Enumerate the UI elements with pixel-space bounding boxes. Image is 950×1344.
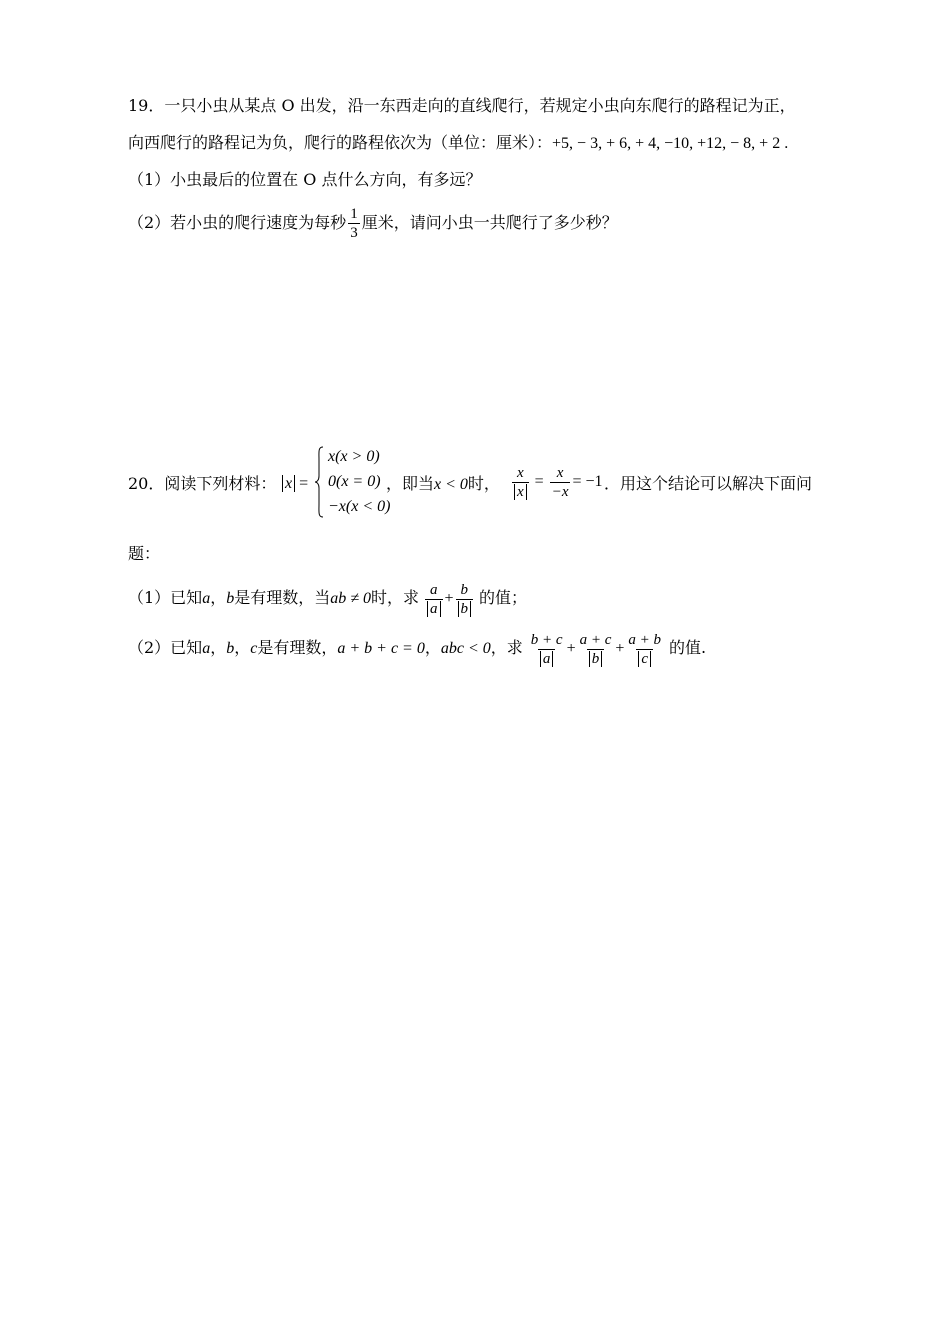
var-b2: b xyxy=(226,640,235,657)
q20-part1-mid2: 时，求 xyxy=(371,588,420,607)
case-negative: −x(x < 0) xyxy=(328,498,391,515)
q19-line2 xyxy=(128,133,788,154)
q20-part2-cond1: a + b + c = 0 xyxy=(337,640,425,657)
frac2-den: −x xyxy=(551,483,569,500)
left-brace-icon xyxy=(314,446,324,518)
frac1-den xyxy=(512,482,529,501)
q20-part2-cond2: abc < 0 xyxy=(440,640,491,657)
q19-distances: +5, − 3, + 6, + 4, −10, +12, − 8, + 2 . xyxy=(552,135,789,152)
case-positive: x(x > 0) xyxy=(328,448,380,465)
q20-part1-mid: 是有理数，当 xyxy=(234,588,331,607)
q20-tail: ．用这个结论可以解决下面问 xyxy=(604,474,813,493)
q20-part2-mid: 是有理数， xyxy=(257,638,338,657)
q20-part2: （2）已知a，b，c是有理数，a + b + c = 0，abc < 0，求 $\frac{b + c}{a}$ + $\frac{a + c}{b}$ + $\frac{a + b}{c}$ 的值. xyxy=(128,631,707,667)
q20-condition: x < 0 xyxy=(434,476,468,493)
q19-part2 xyxy=(128,205,618,242)
q20-part2-mid2: ，求 xyxy=(490,638,523,657)
frac-b-over-abs-b: $\frac{b}{b}$ xyxy=(456,581,474,618)
q19-frac-den: 3 xyxy=(350,225,358,241)
frac-bc-over-abs-a: $\frac{b + c}{a}$ xyxy=(530,631,563,667)
q20-part1-cond: ab ≠ 0 xyxy=(330,590,371,607)
q19-line2-text: 向西爬行的路程记为负，爬行的路程依次为（单位：厘米）： xyxy=(128,133,553,152)
q20-part1-prefix: （1）已知 xyxy=(128,588,203,607)
q20-part1: （1）已知a，b是有理数，当ab ≠ 0时，求 $\frac{a}{a}$ + $\frac{b}{b}$ 的值； xyxy=(128,581,528,617)
frac-x-over-neg-x xyxy=(550,464,571,501)
q20-result: = −1 xyxy=(572,473,603,490)
var-b: b xyxy=(226,590,235,607)
frac-x-over-abs-x xyxy=(512,464,529,501)
q20-abs-x: x = xyxy=(282,474,308,494)
frac2-num: x xyxy=(556,464,564,481)
q19-part2-suffix: 厘米，请问小虫一共爬行了多少秒？ xyxy=(361,213,618,232)
q20-middle xyxy=(386,474,500,495)
var-a: a xyxy=(202,590,211,607)
frac-ab-over-abs-c: $\frac{a + b}{c}$ xyxy=(628,631,662,667)
q20-mid-text2: 时， xyxy=(467,474,500,493)
var-a2: a xyxy=(202,640,211,657)
q19-frac-num: 1 xyxy=(350,206,358,222)
q20-mid-text1: ，即当 xyxy=(386,474,435,493)
abs-x: x xyxy=(282,475,295,492)
q19-part1: （1）小虫最后的位置在 O 点什么方向，有多远？ xyxy=(128,170,482,189)
q19-part2-prefix: （2）若小虫的爬行速度为每秒 xyxy=(128,213,347,232)
q20-line2: 题： xyxy=(128,544,161,563)
q19-line1: 19．一只小虫从某点 O 出发，沿一东西走向的直线爬行，若规定小虫向东爬行的路程记为正， xyxy=(128,96,796,115)
q19-speed-fraction xyxy=(348,205,360,242)
frac1-den-abs: x xyxy=(514,484,527,500)
var-c2: c xyxy=(250,640,258,657)
q20-part2-prefix: （2）已知 xyxy=(128,638,203,657)
frac1-num: x xyxy=(517,464,524,481)
frac-a-over-abs-a: $\frac{a}{a}$ xyxy=(425,581,443,618)
q20-intro: 20．阅读下列材料： xyxy=(128,474,277,493)
case-zero: 0(x = 0) xyxy=(328,473,381,490)
q20-part2-suffix: 的值. xyxy=(669,638,707,657)
q20-part1-suffix: 的值； xyxy=(479,588,528,607)
frac-ac-over-abs-b: $\frac{a + c}{b}$ xyxy=(579,631,612,667)
q20-equation: $\frac{x}{x}$ = $\frac{x}{-x}$ = −1 xyxy=(510,462,603,502)
